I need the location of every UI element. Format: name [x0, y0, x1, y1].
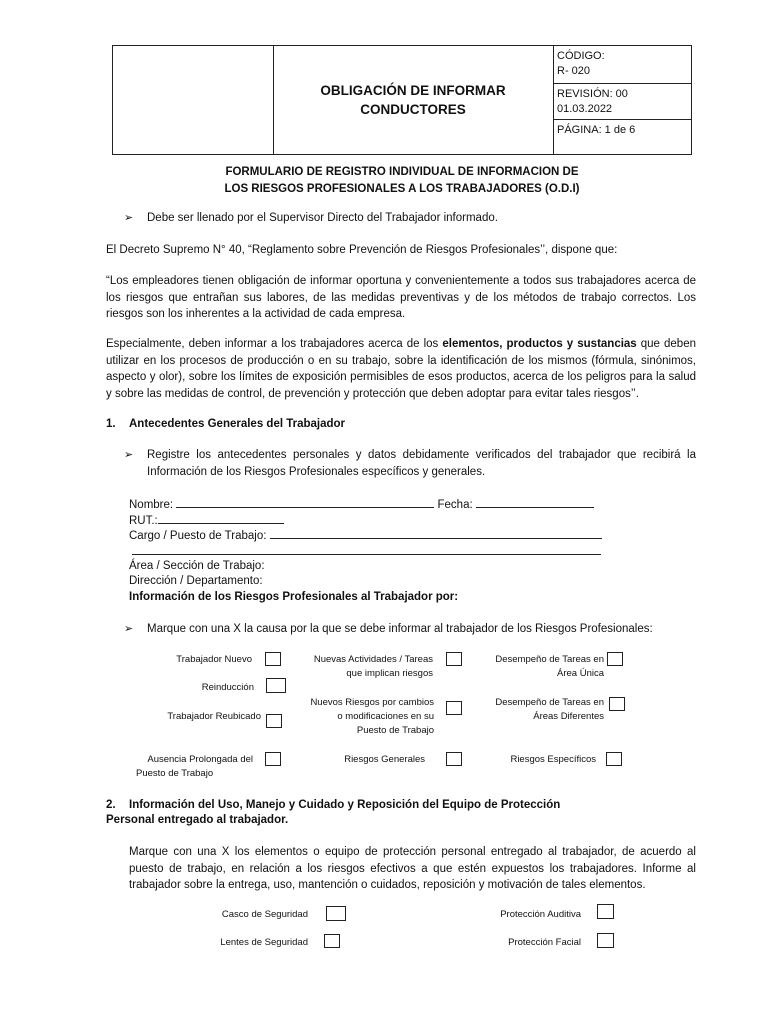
section1-title: Antecedentes Generales del Trabajador	[129, 418, 346, 430]
section2-title-line1: Información del Uso, Manejo y Cuidado y Reposición del Equipo de Protección	[129, 799, 561, 811]
section2-body: Marque con una X los elementos o equipo de protección personal entregado al trabajador, de acuerdo al puesto de trabajo, en relación a los riesgos efectivos a que estén expuestos los trabajadores. Informe al trabajador sobre la entrega, uso, mantención o cuidados, reposición y motivación de tales elementos.	[129, 846, 696, 891]
quote-paragraph: “Los empleadores tienen obligación de informar oportuna y convenientemente a todos sus trabajadores acerca de los riesgos que entrañan sus labores, de las medidas preventivas y de los métodos de trabajo correctos. Los riesgos son los inherentes a la actividad de cada empresa.	[106, 275, 696, 320]
ausencia-label-line1: Ausencia Prolongada del	[147, 754, 253, 765]
document-header-table	[112, 45, 692, 155]
pagina-label: PÁGINA: 1 de 6	[557, 124, 636, 136]
cargo-field[interactable]	[270, 526, 602, 539]
desempeno-unica-line1: Desempeño de Tareas en	[495, 654, 604, 665]
lentes-label: Lentes de Seguridad	[220, 937, 308, 948]
nombre-label: Nombre:	[129, 499, 174, 511]
especial-text-before: Especialmente, deben informar a los trabajadores acerca de los	[106, 338, 443, 350]
codigo-label: CÓDIGO:	[557, 50, 605, 62]
trabajador-nuevo-label: Trabajador Nuevo	[176, 654, 252, 665]
nuevas-actividades-line2: que implican riesgos	[346, 668, 433, 679]
riesgos-especificos-label: Riesgos Específicos	[510, 754, 596, 765]
nuevos-riesgos-checkbox[interactable]	[446, 701, 462, 715]
document-title-line1: OBLIGACIÓN DE INFORMAR	[320, 83, 506, 98]
revision-date: 01.03.2022	[557, 103, 613, 115]
document-title-line2: CONDUCTORES	[360, 102, 466, 117]
nuevos-riesgos-label	[290, 696, 434, 738]
desempeno-diferentes-label	[470, 696, 604, 724]
area-label[interactable]: Área / Sección de Trabajo:	[129, 560, 265, 572]
nuevos-riesgos-line2: o modificaciones en su	[337, 711, 434, 722]
marque-instruction: Marque con una X la causa por la que se debe informar al trabajador de los Riesgos Profesionales:	[147, 623, 653, 635]
riesgos-generales-checkbox[interactable]	[446, 752, 462, 766]
nuevos-riesgos-line3: Puesto de Trabajo	[356, 725, 434, 736]
nuevas-actividades-checkbox[interactable]	[446, 652, 462, 666]
document-control-cells	[553, 46, 691, 154]
desempeno-diferentes-line2: Áreas Diferentes	[533, 711, 604, 722]
riesgos-especificos-checkbox[interactable]	[606, 752, 622, 766]
trabajador-nuevo-checkbox[interactable]	[265, 652, 281, 666]
especial-paragraph	[106, 336, 696, 402]
nuevos-riesgos-line1: Nuevos Riesgos por cambios	[310, 697, 434, 708]
rut-field[interactable]	[158, 511, 284, 524]
arrow-bullet-icon: ➢	[124, 449, 134, 461]
document-title	[273, 46, 554, 154]
fecha-label: Fecha:	[437, 499, 473, 511]
codigo-value: R- 020	[557, 65, 591, 77]
desempeno-unica-checkbox[interactable]	[607, 652, 623, 666]
rut-label: RUT.:	[129, 515, 158, 527]
desempeno-unica-label	[470, 653, 604, 681]
cargo-row	[129, 526, 602, 545]
trabajador-reubicado-checkbox[interactable]	[266, 714, 282, 728]
section2-number: 2.	[106, 799, 116, 811]
desempeno-diferentes-checkbox[interactable]	[609, 697, 625, 711]
auditiva-checkbox[interactable]	[597, 904, 614, 919]
reinduccion-label: Reinducción	[201, 682, 254, 693]
codigo-cell	[553, 46, 691, 84]
lentes-checkbox[interactable]	[324, 934, 340, 948]
section2-title-line2: Personal entregado al trabajador.	[106, 814, 289, 826]
reinduccion-checkbox[interactable]	[266, 678, 286, 693]
form-title	[112, 164, 692, 197]
cargo-field-line2[interactable]	[132, 554, 601, 555]
form-title-line2: LOS RIESGOS PROFESIONALES A LOS TRABAJADORES (O.D.I)	[224, 182, 580, 195]
section1-instruction: Registre los antecedentes personales y datos debidamente verificados del trabajador que recibirá la Información de los Riesgos Profesionales específicos y generales.	[147, 449, 696, 478]
nombre-field[interactable]	[176, 495, 434, 508]
logo-cell	[113, 46, 274, 154]
casco-label: Casco de Seguridad	[221, 909, 308, 920]
nuevas-actividades-label	[290, 653, 433, 681]
desempeno-unica-line2: Área Única	[557, 668, 604, 679]
facial-checkbox[interactable]	[597, 933, 614, 948]
revision-cell	[553, 84, 691, 120]
direccion-label[interactable]: Dirección / Departamento:	[129, 575, 263, 587]
desempeno-diferentes-line1: Desempeño de Tareas en	[495, 697, 604, 708]
supervisor-note: Debe ser llenado por el Supervisor Directo del Trabajador informado.	[147, 212, 498, 224]
form-title-line1: FORMULARIO DE REGISTRO INDIVIDUAL DE INFORMACION DE	[225, 166, 579, 178]
section1-number: 1.	[106, 418, 116, 430]
fecha-field[interactable]	[476, 495, 594, 508]
revision-label: REVISIÓN: 00	[557, 88, 628, 100]
decreto-text: El Decreto Supremo N° 40, “Reglamento sobre Prevención de Riesgos Profesionales’’, dispone que:	[106, 244, 618, 256]
ausencia-label-line2: Puesto de Trabajo	[136, 768, 214, 779]
riesgos-generales-label: Riesgos Generales	[344, 754, 425, 765]
cargo-label: Cargo / Puesto de Trabajo:	[129, 530, 267, 542]
info-riesgos-title: Información de los Riesgos Profesionales al Trabajador por:	[129, 591, 459, 603]
arrow-bullet-icon: ➢	[124, 212, 134, 224]
auditiva-label: Protección Auditiva	[500, 909, 581, 920]
trabajador-reubicado-label: Trabajador Reubicado	[167, 711, 261, 722]
especial-text-bold: elementos, productos y sustancias	[442, 338, 637, 350]
casco-checkbox[interactable]	[326, 906, 346, 921]
facial-label: Protección Facial	[508, 937, 581, 948]
pagina-cell	[553, 120, 691, 154]
ausencia-label	[112, 753, 253, 767]
especial-text-after: que deben utilizar en los procesos de producción o en su trabajo, sobre la identificación de los mismos (fórmula, sinónimos, aspecto y olor), sobre los límites de exposición permisibles de esos productos, acerca de los peligros para la salud y sobre las medidas de control, de prevención y protección que deben adoptar para evitar tales riesgos’’.	[106, 338, 696, 400]
arrow-bullet-icon: ➢	[124, 623, 134, 635]
ausencia-checkbox[interactable]	[265, 752, 281, 766]
nuevas-actividades-line1: Nuevas Actividades / Tareas	[313, 654, 433, 665]
